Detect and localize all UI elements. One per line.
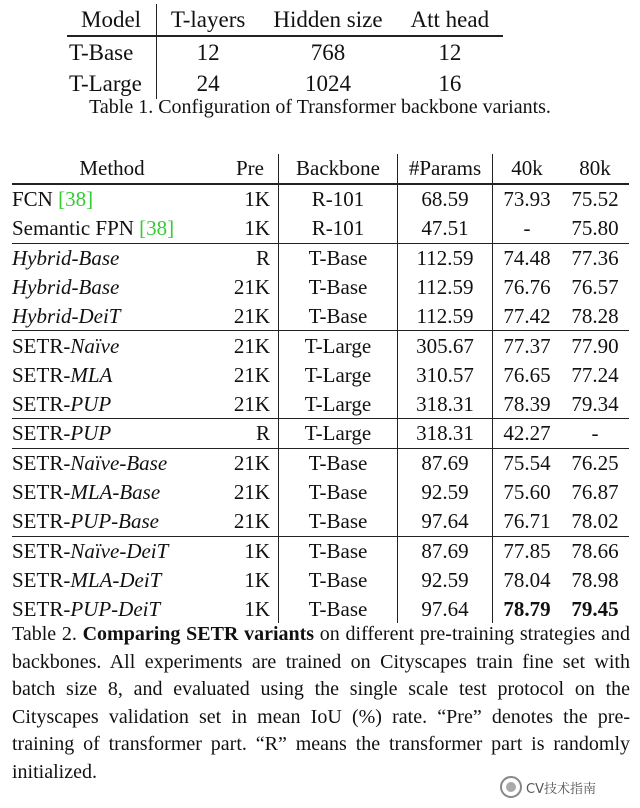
backbone-cell: T-Large: [279, 360, 398, 389]
method-name: SETR-: [12, 391, 71, 416]
pretrain-cell: 21K: [233, 275, 270, 299]
method-cell: [12, 419, 222, 449]
table-2-body: [12, 184, 629, 623]
miou-40k-cell: 42.27: [493, 419, 562, 449]
caption-label: Table 2.: [12, 623, 83, 645]
table-1-row: [67, 36, 503, 68]
backbone-cell: T-Large: [279, 331, 398, 360]
backbone-cell: T-Base: [279, 478, 398, 507]
miou-80k-cell: -: [561, 419, 629, 449]
table-2-row: [12, 184, 629, 214]
method-variant: MLA: [70, 362, 113, 387]
watermark-text: CV技术指南: [526, 781, 596, 797]
table-1-header-cell: T-layers: [156, 4, 259, 36]
method-variant: Naïve: [70, 333, 120, 358]
table-2-row: [12, 594, 629, 623]
backbone-cell: T-Base: [279, 565, 398, 594]
table-1-header-row: [67, 4, 503, 36]
pretrain-cell: 21K: [233, 362, 270, 387]
pretrain-cell: 21K: [233, 480, 270, 505]
pretrain-cell: R: [222, 419, 279, 449]
table-1-cell: 16: [438, 70, 462, 96]
method-cell: [12, 273, 222, 302]
miou-40k-cell: 74.48: [493, 243, 562, 272]
table-2-header-row: [12, 154, 629, 184]
method-variant: Hybrid-Base: [12, 275, 120, 299]
table-2-row: [12, 301, 629, 330]
method-name: Semantic FPN: [12, 216, 140, 241]
miou-80k-cell: 75.52: [571, 187, 619, 212]
caption-text: on different pre-training strategies and backbones. All experiments are trained on Cityscapes train fine set with batch size 8, and evaluated using the single scale test protocol on the Cityscapes validation set in mean IoU (%) rate. “Pre” denotes the pre-training of transformer part. “R” means the transformer part is randomly initialized.: [12, 623, 631, 783]
miou-80k-cell: 76.25: [561, 448, 629, 477]
pretrain-cell: R: [222, 243, 279, 272]
miou-80k-cell: 78.28: [571, 303, 619, 328]
method-variant: Naïve-Base: [70, 451, 168, 476]
method-name: SETR-: [12, 333, 71, 358]
params-cell: 92.59: [398, 565, 493, 594]
table-2-row: [12, 536, 629, 565]
params-cell: 112.59: [398, 243, 493, 272]
table-2-header-cell: Backbone: [279, 154, 398, 184]
backbone-cell: T-Base: [279, 273, 398, 302]
table-1-cell: 768: [310, 39, 346, 65]
pretrain-cell: 21K: [233, 391, 270, 416]
table-2-row: [12, 389, 629, 418]
miou-40k-cell: 77.85: [493, 536, 562, 565]
miou-80k-cell: 75.80: [571, 216, 619, 241]
table-2-caption: [12, 621, 630, 787]
miou-40k-cell: 78.79: [503, 596, 551, 621]
miou-80k-cell: 78.98: [571, 567, 619, 592]
params-cell: 310.57: [398, 360, 493, 389]
miou-40k-cell: 77.42: [503, 303, 551, 328]
params-cell: 318.31: [398, 419, 493, 449]
miou-80k-cell: 78.66: [561, 536, 629, 565]
miou-40k-cell: 76.71: [503, 509, 551, 534]
method-cell: [12, 594, 222, 623]
backbone-cell: T-Base: [279, 594, 398, 623]
miou-40k-cell: 76.76: [503, 275, 551, 299]
method-variant: Hybrid-DeiT: [12, 303, 121, 328]
table-1-header-cell: Model: [67, 4, 156, 36]
method-name: SETR-: [12, 480, 71, 505]
miou-40k-cell: 75.60: [503, 480, 551, 505]
method-name: SETR-: [12, 362, 71, 387]
table-1: [67, 4, 503, 99]
table-2-row: [12, 360, 629, 389]
table-2-row: [12, 419, 629, 449]
table-1-cell: T-Base: [67, 36, 156, 68]
backbone-cell: T-Base: [279, 507, 398, 536]
method-cell: [12, 536, 222, 565]
table-2-header-cell: Pre: [222, 154, 279, 184]
method-cell: [12, 214, 222, 243]
pretrain-cell: 1K: [244, 567, 270, 592]
method-name: SETR-: [12, 596, 71, 621]
method-name: SETR-: [12, 451, 71, 476]
miou-80k-cell: 77.24: [571, 362, 619, 387]
params-cell: 92.59: [398, 478, 493, 507]
params-cell: 305.67: [398, 331, 493, 360]
miou-40k-cell: 78.39: [503, 391, 551, 416]
table-2-header-cell: #Params: [398, 154, 493, 184]
method-cell: [12, 389, 222, 418]
params-cell: 87.69: [398, 536, 493, 565]
backbone-cell: R-101: [279, 214, 398, 243]
table-2-header-cell: 80k: [561, 154, 629, 184]
backbone-cell: T-Base: [279, 448, 398, 477]
table-1-cell: 12: [196, 39, 220, 65]
miou-40k-cell: 76.65: [503, 362, 551, 387]
params-cell: 112.59: [398, 301, 493, 330]
method-cell: [12, 478, 222, 507]
miou-40k-cell: -: [523, 216, 531, 241]
miou-80k-cell: 79.45: [571, 596, 619, 621]
method-name: SETR-: [12, 539, 71, 564]
backbone-cell: T-Base: [279, 301, 398, 330]
pretrain-cell: 1K: [244, 216, 270, 241]
table-2-row: [12, 331, 629, 360]
table-1-header-cell: Hidden size: [259, 4, 396, 36]
pretrain-cell: 21K: [222, 448, 279, 477]
params-cell: 97.64: [398, 594, 493, 623]
pretrain-cell: 21K: [222, 331, 279, 360]
miou-80k-cell: 78.02: [571, 509, 619, 534]
method-cell: [12, 331, 222, 360]
backbone-cell: T-Base: [279, 243, 398, 272]
pretrain-cell: 1K: [244, 596, 270, 621]
pretrain-cell: 21K: [233, 509, 270, 534]
backbone-cell: R-101: [279, 184, 398, 214]
table-2-row: [12, 565, 629, 594]
table-1-cell: 24: [196, 70, 220, 96]
params-cell: 47.51: [398, 214, 493, 243]
table-2-row: [12, 478, 629, 507]
method-variant: Naïve-DeiT: [70, 539, 169, 564]
pretrain-cell: 21K: [233, 303, 270, 328]
method-cell: [12, 360, 222, 389]
citation-link[interactable]: [38]: [58, 187, 94, 212]
method-cell: [12, 243, 222, 272]
method-variant: PUP-Base: [70, 509, 159, 534]
miou-80k-cell: 77.90: [561, 331, 629, 360]
method-name: SETR-: [12, 421, 71, 446]
method-name: SETR-: [12, 567, 71, 592]
params-cell: 318.31: [398, 389, 493, 418]
watermark: [500, 771, 632, 803]
params-cell: 68.59: [398, 184, 493, 214]
backbone-cell: T-Large: [279, 389, 398, 418]
miou-80k-cell: 76.87: [571, 480, 619, 505]
method-variant: PUP: [70, 421, 112, 446]
miou-40k-cell: 73.93: [503, 187, 551, 212]
method-variant: MLA-DeiT: [70, 567, 162, 592]
table-1-cell: 1024: [304, 70, 351, 96]
table-2-header-cell: Method: [12, 154, 222, 184]
miou-80k-cell: 76.57: [571, 275, 619, 299]
pretrain-cell: 1K: [222, 536, 279, 565]
method-cell: [12, 184, 222, 214]
method-variant: PUP-DeiT: [70, 596, 161, 621]
miou-80k-cell: 77.36: [561, 243, 629, 272]
table-2-row: [12, 273, 629, 302]
table-1-cell: 12: [438, 39, 462, 65]
backbone-cell: T-Base: [279, 536, 398, 565]
pretrain-cell: 1K: [244, 187, 270, 212]
table-2-row: [12, 243, 629, 272]
method-name: SETR-: [12, 509, 71, 534]
table-2-row: [12, 507, 629, 536]
params-cell: 97.64: [398, 507, 493, 536]
table-2-row: [12, 214, 629, 243]
backbone-cell: T-Large: [279, 419, 398, 449]
miou-40k-cell: 78.04: [503, 567, 551, 592]
miou-40k-cell: 75.54: [493, 448, 562, 477]
method-cell: [12, 448, 222, 477]
table-1-header-cell: Att head: [397, 4, 504, 36]
table-1-row: [67, 68, 503, 99]
miou-40k-cell: 77.37: [493, 331, 562, 360]
method-variant: PUP: [70, 391, 112, 416]
table-2-row: [12, 448, 629, 477]
method-variant: MLA-Base: [70, 480, 161, 505]
table-2-header-cell: 40k: [493, 154, 562, 184]
method-cell: [12, 565, 222, 594]
method-name: FCN: [12, 187, 59, 212]
method-variant: Hybrid-Base: [12, 246, 120, 271]
method-cell: [12, 301, 222, 330]
table-1-caption: Table 1. Configuration of Transformer backbone variants.: [89, 96, 551, 118]
params-cell: 87.69: [398, 448, 493, 477]
wechat-logo-icon: [500, 776, 522, 798]
method-cell: [12, 507, 222, 536]
miou-80k-cell: 79.34: [571, 391, 619, 416]
citation-link[interactable]: [38]: [139, 216, 175, 241]
table-1-cell: T-Large: [67, 68, 156, 99]
caption-bold-title: Comparing SETR variants: [82, 623, 315, 645]
table-2: [12, 154, 629, 623]
params-cell: 112.59: [398, 273, 493, 302]
